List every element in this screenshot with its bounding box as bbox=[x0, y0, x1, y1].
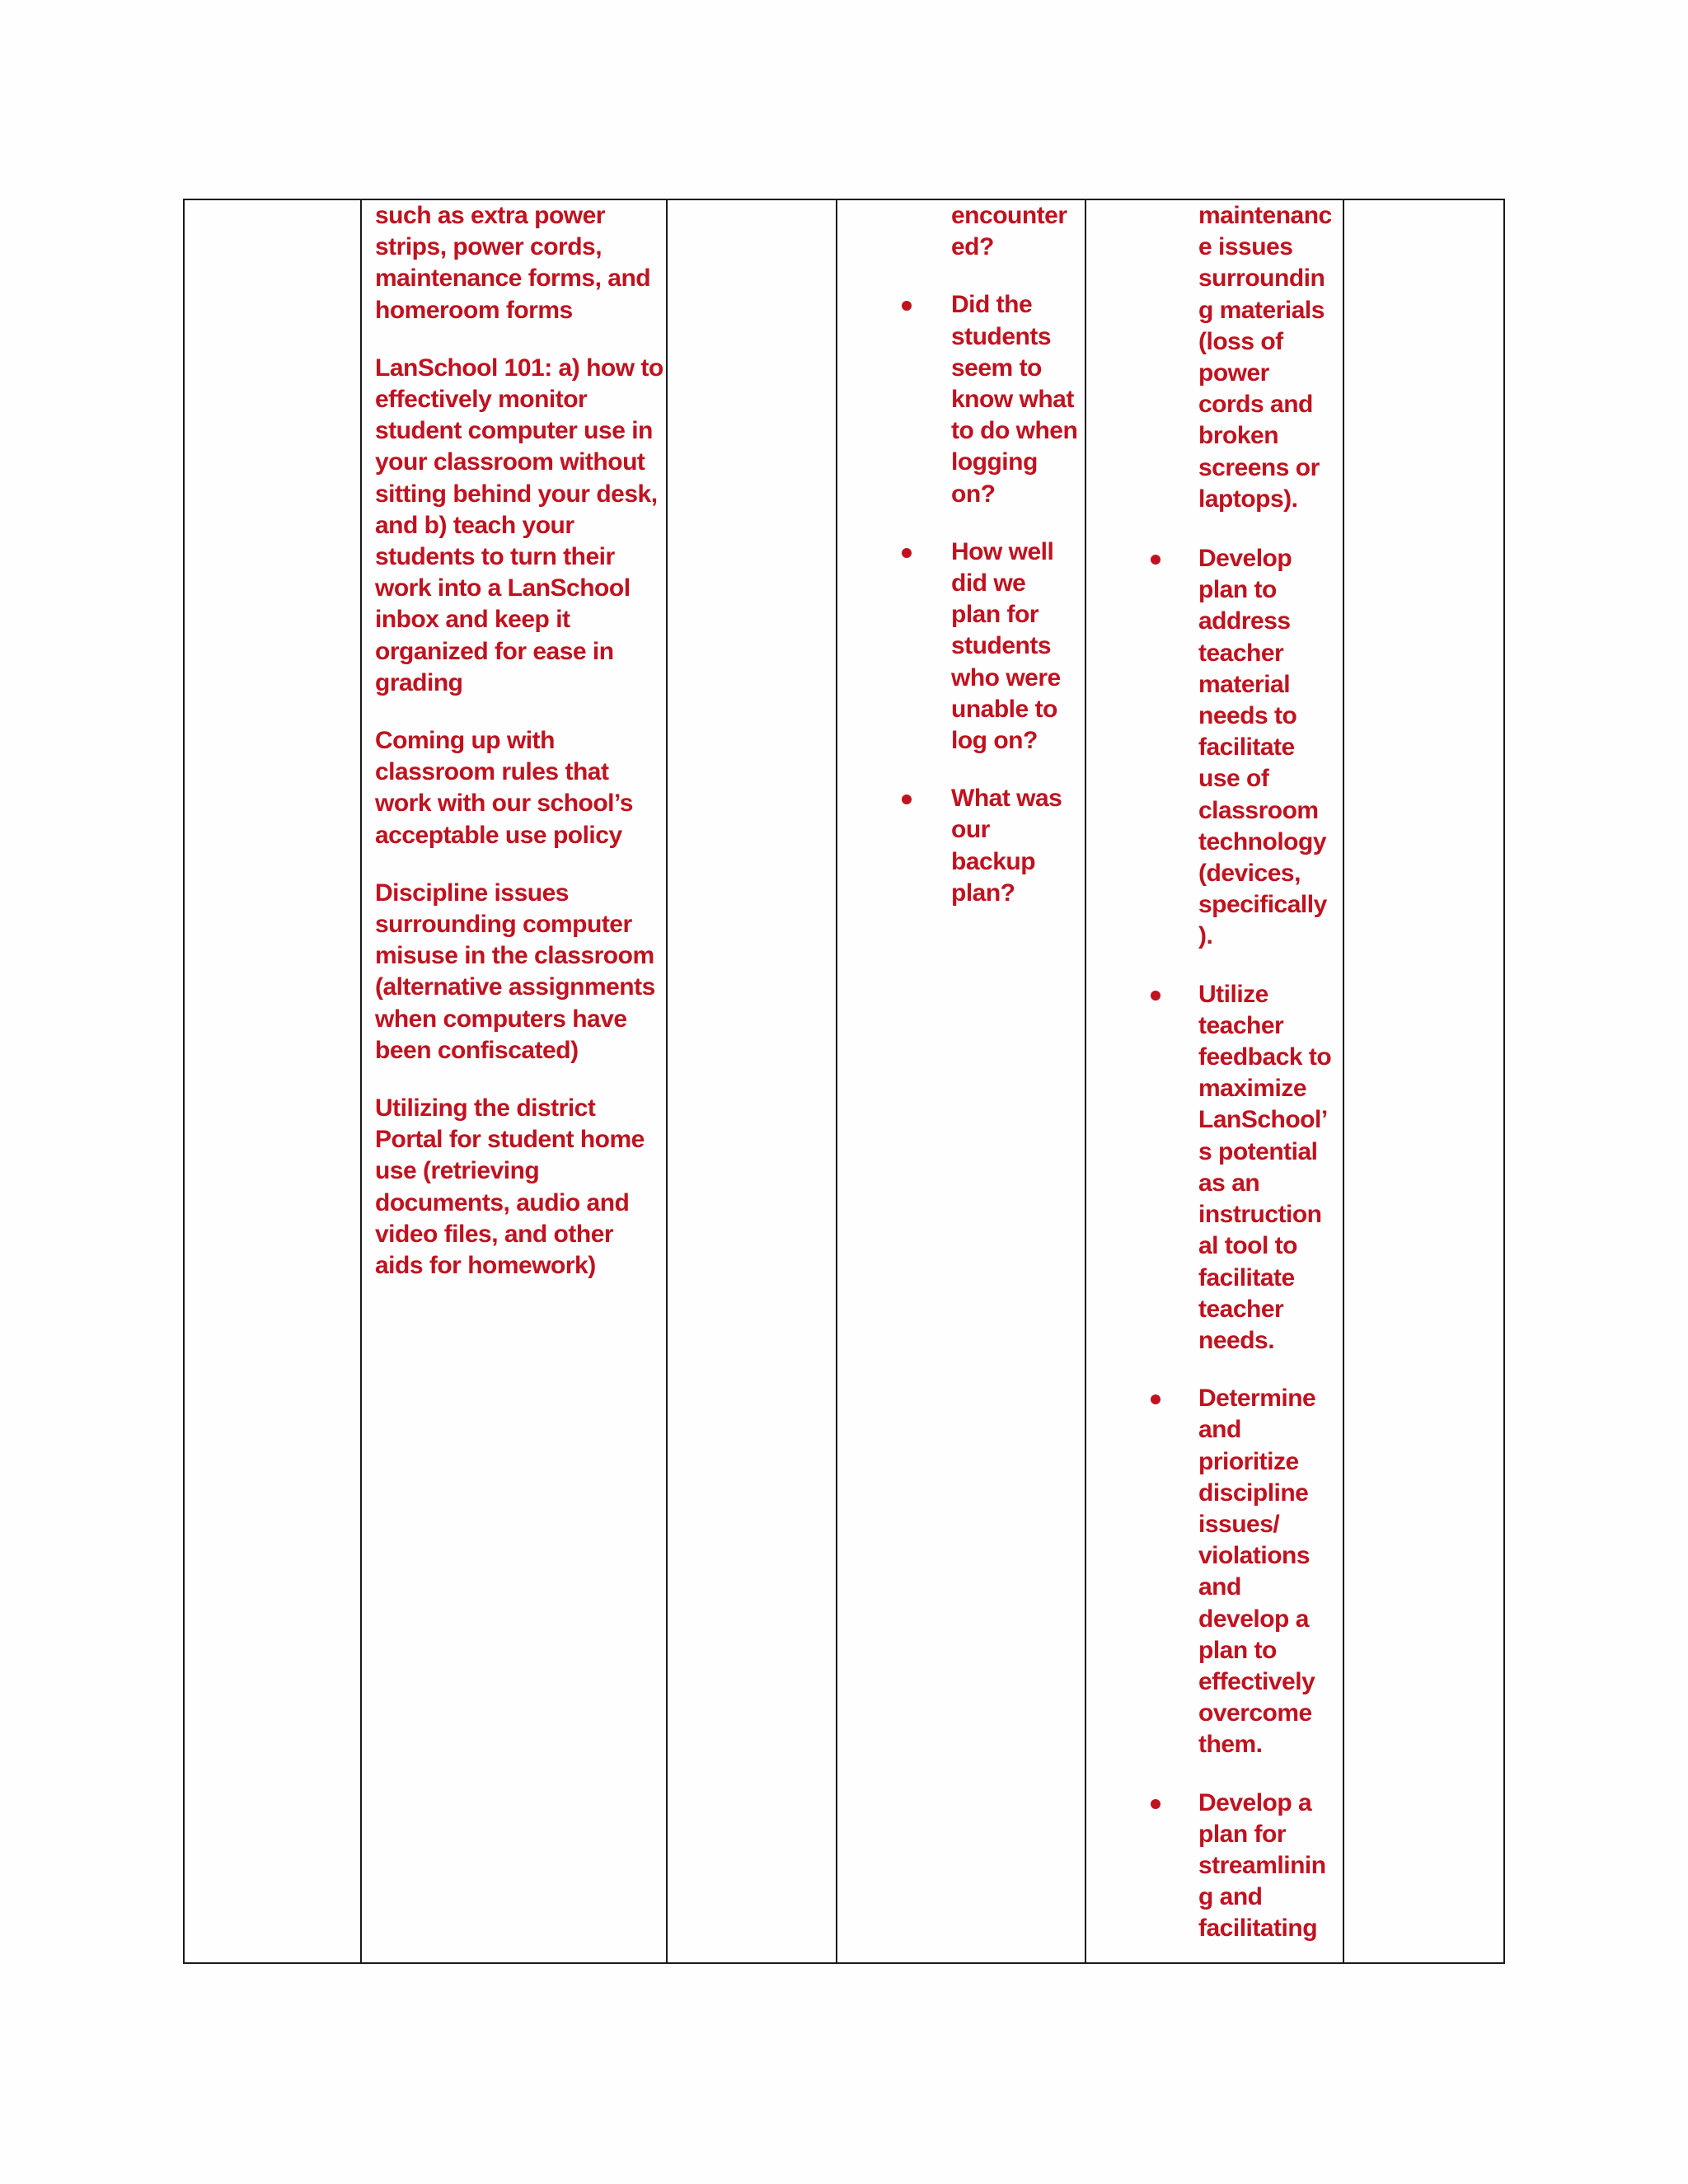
list-item-text: Utilize teacher feedback to maximize LanSchool’ s potential as an instruction al tool to facilitate teacher needs. bbox=[1198, 980, 1332, 1354]
table-cell-1 bbox=[185, 200, 362, 1962]
table-cell-3 bbox=[668, 200, 837, 1962]
list-item-text: Develop a plan for streamlinin g and facilitating bbox=[1198, 1788, 1326, 1943]
list-item-text: Did the students seem to know what to do when logging on? bbox=[951, 291, 1078, 508]
bullet-icon bbox=[1151, 991, 1160, 1001]
topics-list bbox=[362, 200, 666, 1282]
continuation-text: encounter ed? bbox=[951, 202, 1067, 261]
list-item-text: Determine and prioritize discipline issues/ violations and develop a plan to effectively overcome them. bbox=[1198, 1385, 1316, 1759]
bullet-icon bbox=[1151, 555, 1160, 565]
topic-paragraph: such as extra power strips, power cords, maintenance forms, and homeroom forms bbox=[375, 202, 651, 324]
list-item bbox=[1086, 979, 1343, 1357]
next-steps bbox=[1086, 200, 1343, 1945]
bullet-icon bbox=[902, 548, 912, 558]
topic-paragraph: Utilizing the district Portal for student home use (retrieving documents, audio and video files, and other aids for homework) bbox=[375, 1094, 645, 1280]
list-item bbox=[1086, 543, 1343, 953]
topic-paragraph: Coming up with classroom rules that work with our school’s acceptable use policy bbox=[375, 727, 633, 849]
list-item bbox=[837, 783, 1085, 909]
bullet-icon bbox=[902, 301, 912, 311]
list-item-text: What was our backup plan? bbox=[951, 785, 1062, 907]
bullet-icon bbox=[902, 794, 912, 804]
topic-paragraph: LanSchool 101: a) how to effectively monitor student computer use in your classroom without sitting behind your desk, and b) teach your students to turn their work into a LanSchool inbox and keep it organized for ease in grading bbox=[375, 354, 663, 696]
plan-table bbox=[183, 199, 1505, 1964]
continuation-text: maintenanc e issues surroundin g materials (loss of power cords and broken screens or laptops). bbox=[1198, 202, 1332, 513]
question-list bbox=[837, 289, 1085, 909]
table-cell-6 bbox=[1344, 200, 1507, 1962]
reflection-questions bbox=[837, 200, 1085, 909]
bullet-icon bbox=[1151, 1394, 1160, 1404]
list-item bbox=[1086, 1383, 1343, 1760]
table-cell-4 bbox=[837, 200, 1086, 1962]
topic-paragraph: Discipline issues surrounding computer misuse in the classroom (alternative assignments when computers have been confiscated) bbox=[375, 879, 655, 1064]
table-cell-2 bbox=[362, 200, 668, 1962]
list-item-text: Develop plan to address teacher material needs to facilitate use of classroom technology (devices, specifically ). bbox=[1198, 545, 1327, 950]
list-item bbox=[837, 537, 1085, 757]
list-item bbox=[837, 289, 1085, 509]
next-steps-list bbox=[1086, 543, 1343, 1945]
list-item-text: How well did we plan for students who were unable to log on? bbox=[951, 537, 1061, 755]
list-item bbox=[1086, 1788, 1343, 1945]
table-cell-5 bbox=[1086, 200, 1344, 1962]
bullet-icon bbox=[1151, 1799, 1160, 1809]
